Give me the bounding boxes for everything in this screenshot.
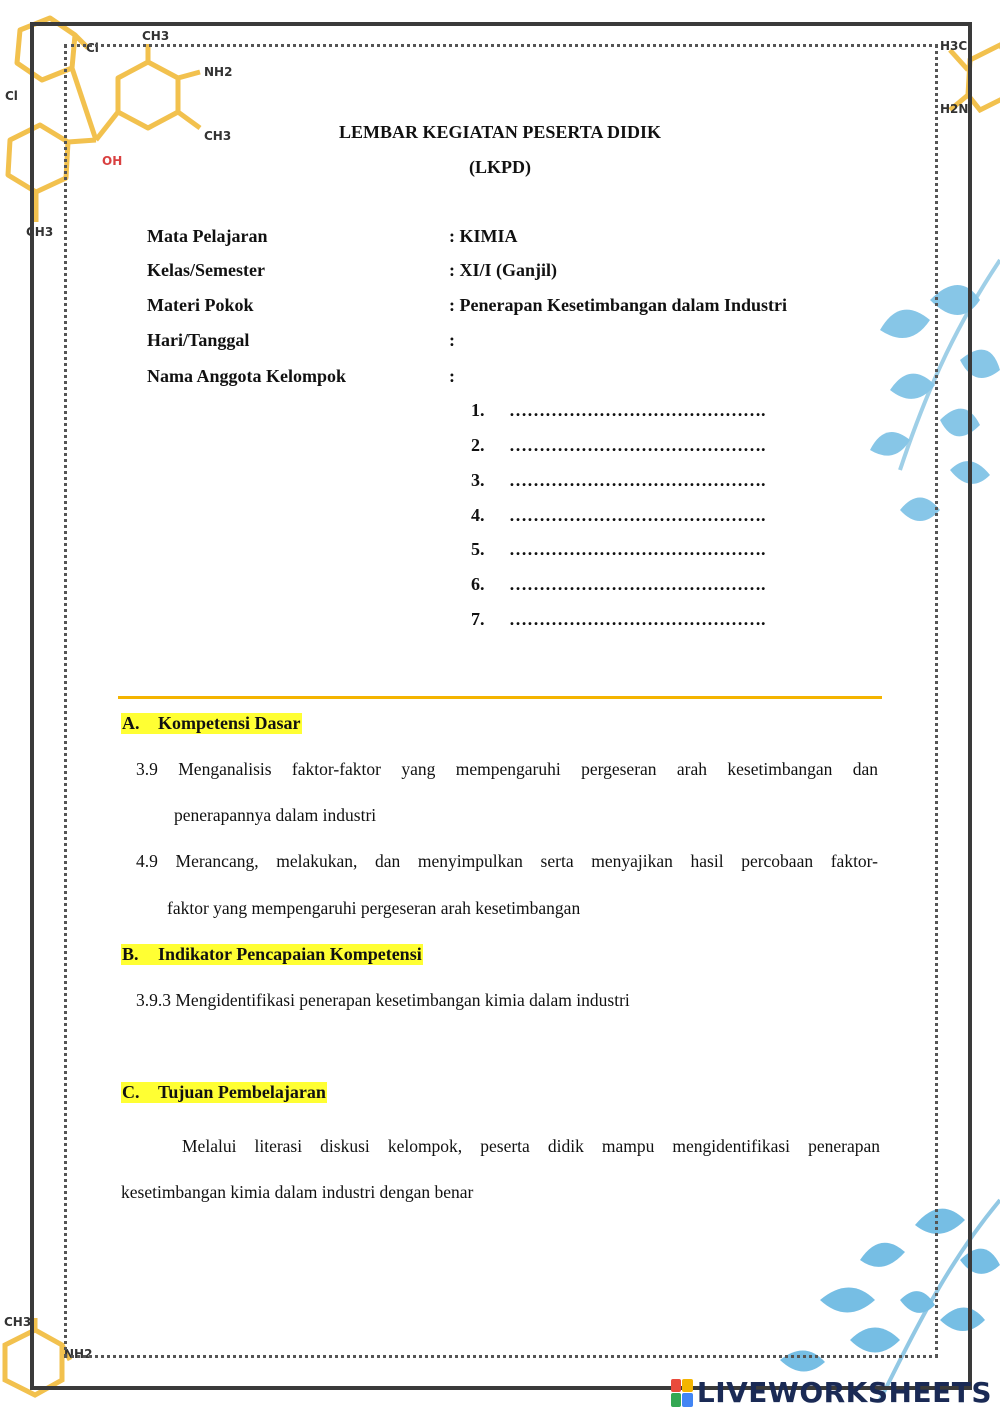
info-value-topic: : Penerapan Kesetimbangan dalam Industri: [449, 295, 788, 315]
member-blank[interactable]: …………………………………….: [509, 470, 766, 490]
list-item[interactable]: [471, 609, 766, 630]
section-title: Kompetensi Dasar: [158, 713, 301, 733]
liveworksheets-logo-icon: [671, 1379, 693, 1407]
member-blank[interactable]: …………………………………….: [509, 574, 766, 594]
member-number: 1.: [471, 400, 485, 420]
mol-label: H2N: [940, 102, 969, 116]
info-label-date: Hari/Tanggal: [147, 330, 250, 350]
section-c-heading: [121, 1082, 327, 1103]
info-label-class: Kelas/Semester: [147, 260, 265, 280]
info-label-members: Nama Anggota Kelompok: [147, 366, 347, 386]
member-blank[interactable]: …………………………………….: [509, 505, 766, 525]
mol-label: CH3: [204, 129, 232, 143]
mol-label: Cl: [86, 41, 99, 55]
mol-label: CH3: [4, 1315, 32, 1329]
document-title: LEMBAR KEGIATAN PESERTA DIDIK: [339, 122, 661, 142]
mol-label: CH3: [142, 29, 170, 43]
logo-tile: [671, 1393, 682, 1407]
info-value-class: : XI/I (Ganjil): [449, 260, 557, 280]
document-subtitle: (LKPD): [469, 157, 531, 177]
mol-label: OH: [102, 154, 123, 168]
mol-label: NH2: [204, 65, 233, 79]
member-number: 4.: [471, 505, 485, 525]
kd-3-9-line2: penerapannya dalam industri: [174, 805, 377, 825]
liveworksheets-logo: [671, 1376, 992, 1409]
kd-4-9-line1: 4.9 Merancang, melakukan, dan menyimpulkan serta menyajikan hasil percobaan faktor-: [136, 851, 878, 871]
objective-line1: Melalui literasi diskusi kelompok, peserta didik mampu mengidentifikasi penerapan: [182, 1136, 880, 1156]
member-number: 7.: [471, 609, 485, 629]
list-item[interactable]: [471, 435, 766, 456]
section-letter: B.: [122, 944, 139, 964]
mol-label: CH3: [26, 225, 54, 239]
list-item[interactable]: [471, 505, 766, 526]
section-letter: A.: [122, 713, 140, 733]
info-label-subject: Mata Pelajaran: [147, 226, 268, 246]
member-number: 3.: [471, 470, 485, 490]
section-a-heading: [121, 713, 302, 734]
info-value-members: :: [449, 366, 455, 386]
section-letter: C.: [122, 1082, 140, 1102]
logo-tile: [682, 1379, 693, 1393]
list-item[interactable]: [471, 400, 766, 421]
kd-4-9-line2: faktor yang mempengaruhi pergeseran arah kesetimbangan: [167, 898, 581, 918]
ipk-3-9-3: 3.9.3 Mengidentifikasi penerapan kesetimbangan kimia dalam industri: [136, 990, 630, 1010]
member-blank[interactable]: …………………………………….: [509, 539, 766, 559]
mol-label: H3C: [940, 39, 968, 53]
info-value-date[interactable]: :: [449, 330, 455, 350]
section-title: Indikator Pencapaian Kompetensi: [158, 944, 422, 964]
kd-3-9-line1: 3.9 Menganalisis faktor-faktor yang mempengaruhi pergeseran arah kesetimbangan dan: [136, 759, 878, 779]
member-number: 5.: [471, 539, 485, 559]
info-label-topic: Materi Pokok: [147, 295, 254, 315]
member-number: 2.: [471, 435, 485, 455]
member-blank[interactable]: …………………………………….: [509, 400, 766, 420]
section-title: Tujuan Pembelajaran: [158, 1082, 326, 1102]
mol-label: NH2: [64, 1347, 93, 1361]
list-item[interactable]: [471, 574, 766, 595]
section-b-heading: [121, 944, 423, 965]
objective-line2: kesetimbangan kimia dalam industri dengan benar: [121, 1182, 474, 1202]
list-item[interactable]: [471, 470, 766, 491]
list-item[interactable]: [471, 539, 766, 560]
member-number: 6.: [471, 574, 485, 594]
member-blank[interactable]: …………………………………….: [509, 609, 766, 629]
member-blank[interactable]: …………………………………….: [509, 435, 766, 455]
info-value-subject: : KIMIA: [449, 226, 518, 246]
logo-tile: [682, 1393, 693, 1407]
brand-text: LIVEWORKSHEETS: [696, 1376, 992, 1409]
logo-tile: [671, 1379, 682, 1393]
mol-label: Cl: [5, 89, 18, 103]
section-divider: [118, 696, 882, 699]
